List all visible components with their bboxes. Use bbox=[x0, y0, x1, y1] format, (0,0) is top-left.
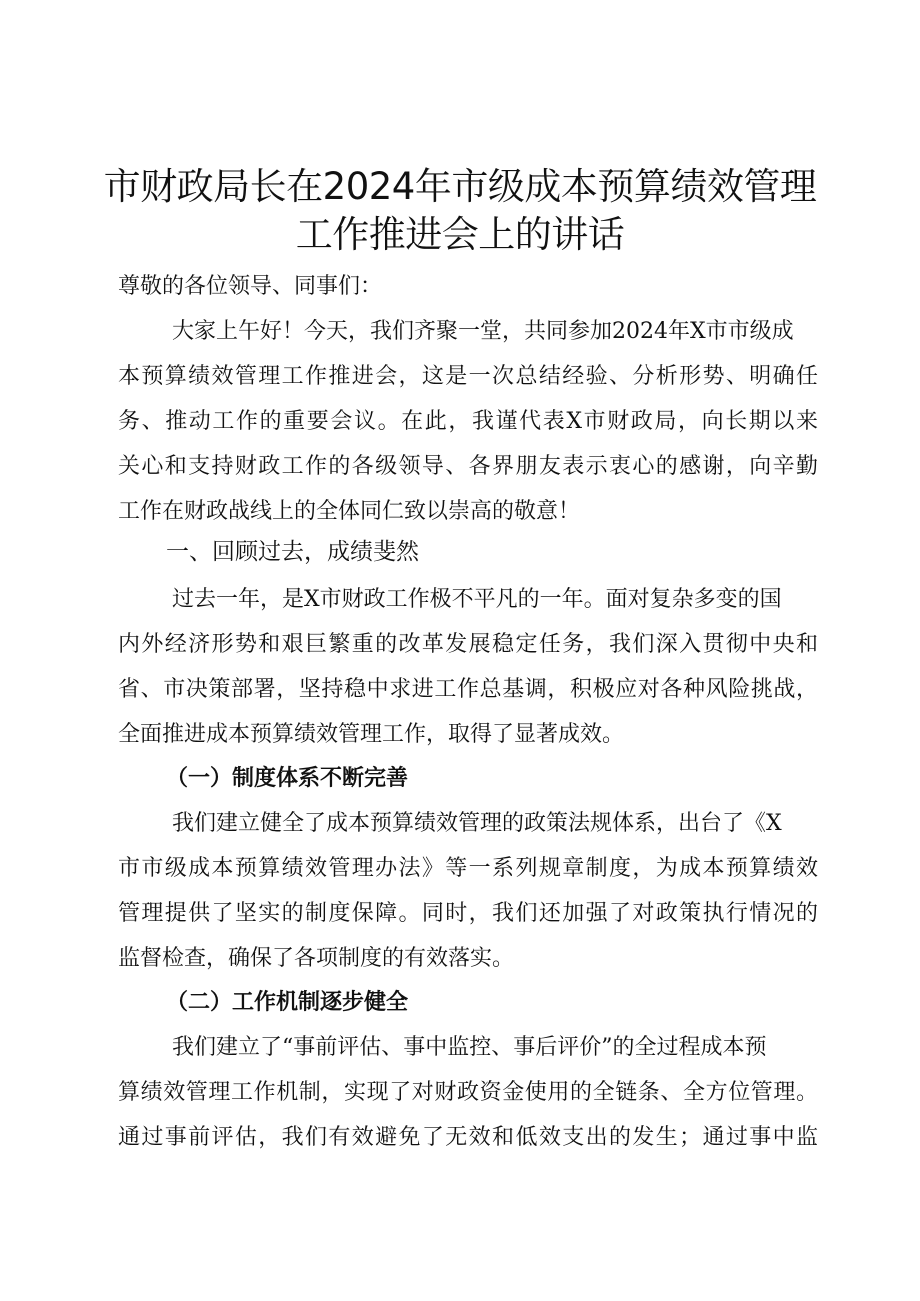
section1-paragraph-line: 全面推进成本预算绩效管理工作，取得了显著成效。 bbox=[118, 722, 625, 747]
subsection2-paragraph-line: 我们建立了“事前评估、事中监控、事后评价”的全过程成本预 bbox=[172, 1035, 767, 1060]
intro-paragraph-line: 关心和支持财政工作的各级领导、各界朋友表示衷心的感谢，向辛勤 bbox=[118, 454, 818, 479]
document-title-line-1: 市财政局长在2024年市级成本预算绩效管理 bbox=[103, 165, 817, 208]
intro-paragraph-line: 大家上午好！今天，我们齐聚一堂，共同参加2024年X市市级成 bbox=[172, 319, 794, 344]
document-title-line-2: 工作推进会上的讲话 bbox=[295, 213, 625, 256]
section1-paragraph-line: 内外经济形势和艰巨繁重的改革发展稳定任务，我们深入贯彻中央和 bbox=[118, 632, 818, 657]
subsection-heading-mechanism: （二）工作机制逐步健全 bbox=[166, 989, 409, 1015]
section1-paragraph-line: 过去一年，是X市财政工作极不平凡的一年。面对复杂多变的国 bbox=[172, 587, 782, 612]
subsection2-paragraph-line: 算绩效管理工作机制，实现了对财政资金使用的全链条、全方位管理。 bbox=[118, 1080, 818, 1105]
salutation: 尊敬的各位领导、同事们： bbox=[118, 274, 383, 299]
intro-paragraph-line: 务、推动工作的重要会议。在此，我谨代表X市财政局，向长期以来 bbox=[118, 409, 818, 434]
subsection1-paragraph-line: 市市级成本预算绩效管理办法》等一系列规章制度，为成本预算绩效 bbox=[118, 856, 818, 881]
section-heading-review: 一、回顾过去，成绩斐然 bbox=[166, 539, 419, 565]
section1-paragraph-line: 省、市决策部署，坚持稳中求进工作总基调，积极应对各种风险挑战， bbox=[118, 677, 818, 702]
subsection1-paragraph-line: 管理提供了坚实的制度保障。同时，我们还加强了对政策执行情况的 bbox=[118, 901, 818, 926]
intro-paragraph-line: 本预算绩效管理工作推进会，这是一次总结经验、分析形势、明确任 bbox=[118, 364, 818, 389]
subsection2-paragraph-line: 通过事前评估，我们有效避免了无效和低效支出的发生；通过事中监 bbox=[118, 1125, 818, 1150]
subsection1-paragraph-line: 我们建立健全了成本预算绩效管理的政策法规体系，出台了《X bbox=[172, 811, 782, 836]
subsection1-paragraph-line: 监督检查，确保了各项制度的有效落实。 bbox=[118, 946, 515, 971]
subsection-heading-system: （一）制度体系不断完善 bbox=[166, 765, 409, 791]
intro-paragraph-line: 工作在财政战线上的全体同仁致以崇高的敬意！ bbox=[118, 499, 581, 524]
